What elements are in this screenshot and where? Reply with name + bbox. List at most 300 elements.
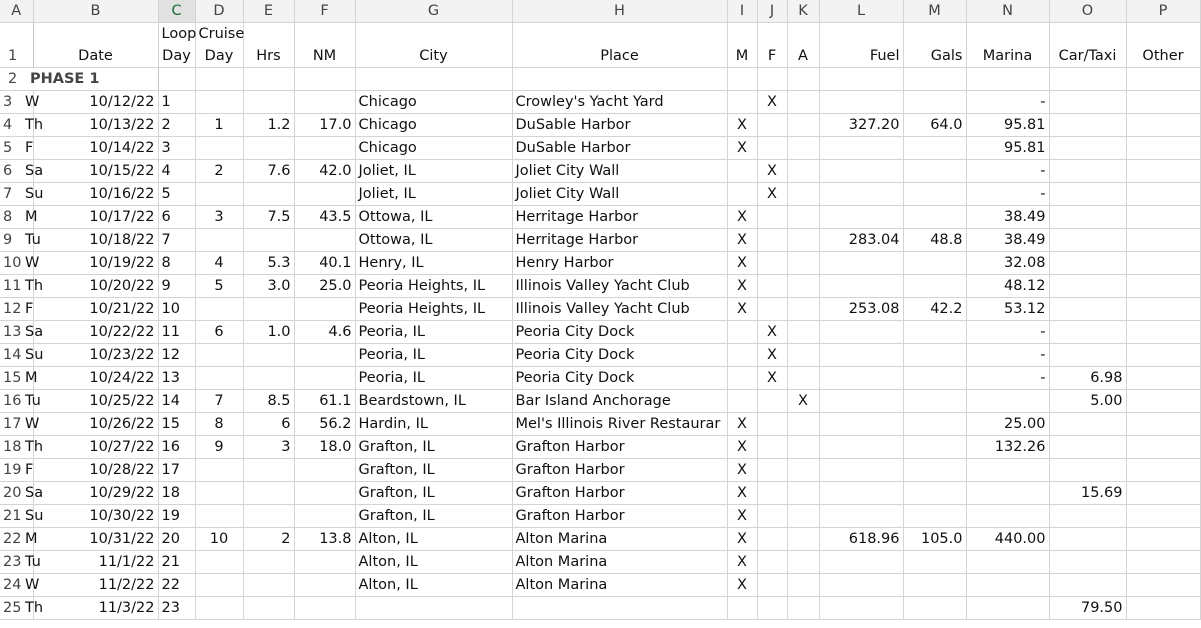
- cell-n[interactable]: -: [966, 91, 1049, 114]
- cell-i[interactable]: X: [727, 298, 757, 321]
- cell-b[interactable]: 10/21/22: [33, 298, 158, 321]
- cell-e[interactable]: 1.2: [243, 114, 294, 137]
- row-number[interactable]: 19: [3, 462, 22, 478]
- cell-g[interactable]: Peoria, IL: [355, 344, 512, 367]
- row-number[interactable]: 17: [3, 416, 22, 432]
- cell-k[interactable]: [787, 413, 819, 436]
- cell-b[interactable]: 11/1/22: [33, 551, 158, 574]
- cell-i[interactable]: X: [727, 206, 757, 229]
- cell-e[interactable]: 3: [243, 436, 294, 459]
- cell-c[interactable]: 3: [158, 137, 195, 160]
- cell-l[interactable]: [819, 91, 903, 114]
- cell-e[interactable]: [243, 482, 294, 505]
- column-header-n[interactable]: N: [966, 0, 1049, 23]
- cell-n[interactable]: [966, 482, 1049, 505]
- cell-p[interactable]: [1126, 344, 1200, 367]
- cell-h[interactable]: [512, 597, 727, 620]
- cell-header-g[interactable]: City: [355, 23, 512, 68]
- cell-p[interactable]: [1126, 459, 1200, 482]
- cell[interactable]: [787, 68, 819, 91]
- cell-d[interactable]: 8: [195, 413, 243, 436]
- cell-n[interactable]: 25.00: [966, 413, 1049, 436]
- cell-n[interactable]: -: [966, 160, 1049, 183]
- cell-n[interactable]: 95.81: [966, 137, 1049, 160]
- cell-o[interactable]: [1049, 574, 1126, 597]
- row-day-cell[interactable]: [0, 482, 44, 505]
- row-day-cell[interactable]: [0, 459, 33, 482]
- cell-c[interactable]: 12: [158, 344, 195, 367]
- cell-j[interactable]: [757, 206, 787, 229]
- row-day-cell[interactable]: [0, 275, 44, 298]
- row-number[interactable]: 12: [3, 301, 22, 317]
- cell-p[interactable]: [1126, 482, 1200, 505]
- cell-n[interactable]: -: [966, 367, 1049, 390]
- cell-e[interactable]: [243, 183, 294, 206]
- row-day-cell[interactable]: [0, 298, 33, 321]
- cell-b[interactable]: 10/31/22: [33, 528, 158, 551]
- row-day-cell[interactable]: [0, 229, 41, 252]
- cell-b[interactable]: 10/14/22: [33, 137, 158, 160]
- row-day-cell[interactable]: [0, 436, 44, 459]
- cell-j[interactable]: [757, 114, 787, 137]
- cell-h[interactable]: Bar Island Anchorage: [512, 390, 727, 413]
- row-number[interactable]: 18: [3, 439, 22, 455]
- cell-k[interactable]: [787, 91, 819, 114]
- cell-g[interactable]: Alton, IL: [355, 574, 512, 597]
- cell-i[interactable]: X: [727, 505, 757, 528]
- cell-j[interactable]: [757, 459, 787, 482]
- cell-l[interactable]: [819, 597, 903, 620]
- cell-n[interactable]: 95.81: [966, 114, 1049, 137]
- row-day-cell[interactable]: [0, 505, 44, 528]
- cell-i[interactable]: [727, 321, 757, 344]
- cell-o[interactable]: [1049, 459, 1126, 482]
- column-header-i[interactable]: I: [727, 0, 757, 23]
- row-day-cell[interactable]: [0, 413, 40, 436]
- cell-i[interactable]: X: [727, 459, 757, 482]
- cell-header-j[interactable]: F: [757, 23, 787, 68]
- cell-c[interactable]: 21: [158, 551, 195, 574]
- cell[interactable]: [158, 68, 195, 91]
- cell-j[interactable]: [757, 528, 787, 551]
- cell-e[interactable]: [243, 597, 294, 620]
- row-day-cell[interactable]: [0, 160, 44, 183]
- row-day-cell[interactable]: [0, 321, 44, 344]
- cell-b[interactable]: 10/19/22: [33, 252, 158, 275]
- cell-i[interactable]: [727, 160, 757, 183]
- column-header-m[interactable]: M: [903, 0, 966, 23]
- cell-e[interactable]: [243, 574, 294, 597]
- column-header-a[interactable]: A: [0, 0, 33, 23]
- cell-k[interactable]: X: [787, 390, 819, 413]
- column-header-e[interactable]: E: [243, 0, 294, 23]
- cell-o[interactable]: [1049, 91, 1126, 114]
- cell-f[interactable]: [294, 344, 355, 367]
- cell-p[interactable]: [1126, 114, 1200, 137]
- column-header-f[interactable]: F: [294, 0, 355, 23]
- cell-k[interactable]: [787, 252, 819, 275]
- column-header-k[interactable]: K: [787, 0, 819, 23]
- cell-b[interactable]: 10/20/22: [33, 275, 158, 298]
- cell-o[interactable]: [1049, 321, 1126, 344]
- cell-f[interactable]: [294, 183, 355, 206]
- cell-i[interactable]: X: [727, 275, 757, 298]
- cell-h[interactable]: Henry Harbor: [512, 252, 727, 275]
- cell-n[interactable]: [966, 390, 1049, 413]
- cell-e[interactable]: 7.5: [243, 206, 294, 229]
- cell-o[interactable]: [1049, 413, 1126, 436]
- cell-c[interactable]: 9: [158, 275, 195, 298]
- cell-j[interactable]: [757, 275, 787, 298]
- column-header-h[interactable]: H: [512, 0, 727, 23]
- row-day-cell[interactable]: [0, 597, 44, 620]
- cell-p[interactable]: [1126, 436, 1200, 459]
- cell-d[interactable]: 9: [195, 436, 243, 459]
- cell-k[interactable]: [787, 321, 819, 344]
- cell-o[interactable]: [1049, 275, 1126, 298]
- cell-p[interactable]: [1126, 321, 1200, 344]
- cell-c[interactable]: 23: [158, 597, 195, 620]
- cell-m[interactable]: [903, 436, 966, 459]
- column-header-j[interactable]: J: [757, 0, 787, 23]
- cell-i[interactable]: X: [727, 482, 757, 505]
- cell-n[interactable]: 48.12: [966, 275, 1049, 298]
- cell-e[interactable]: [243, 367, 294, 390]
- cell-o[interactable]: [1049, 137, 1126, 160]
- cell-f[interactable]: [294, 137, 355, 160]
- cell-f[interactable]: [294, 229, 355, 252]
- cell-p[interactable]: [1126, 137, 1200, 160]
- cell-c[interactable]: 7: [158, 229, 195, 252]
- cell-e[interactable]: [243, 344, 294, 367]
- row-number[interactable]: 22: [3, 531, 22, 547]
- row-number[interactable]: 14: [3, 347, 22, 363]
- cell-l[interactable]: [819, 551, 903, 574]
- cell-header-i[interactable]: M: [727, 23, 757, 68]
- row-number[interactable]: 15: [3, 370, 22, 386]
- cell-f[interactable]: [294, 551, 355, 574]
- cell-o[interactable]: [1049, 551, 1126, 574]
- row-day-cell[interactable]: [0, 390, 41, 413]
- cell-c[interactable]: 1: [158, 91, 195, 114]
- cell-o[interactable]: [1049, 229, 1126, 252]
- cell-header-d[interactable]: [195, 23, 243, 68]
- cell-f[interactable]: [294, 91, 355, 114]
- cell-d[interactable]: [195, 229, 243, 252]
- cell-c[interactable]: 5: [158, 183, 195, 206]
- cell-i[interactable]: X: [727, 137, 757, 160]
- cell-k[interactable]: [787, 275, 819, 298]
- cell-g[interactable]: Ottowa, IL: [355, 229, 512, 252]
- cell-l[interactable]: 253.08: [819, 298, 903, 321]
- row-number[interactable]: 5: [3, 140, 13, 156]
- cell-k[interactable]: [787, 574, 819, 597]
- cell-header-f[interactable]: NM: [294, 23, 355, 68]
- cell-j[interactable]: X: [757, 91, 787, 114]
- cell-f[interactable]: 61.1: [294, 390, 355, 413]
- cell-m[interactable]: [903, 183, 966, 206]
- cell-b[interactable]: 10/16/22: [33, 183, 158, 206]
- cell-g[interactable]: Ottowa, IL: [355, 206, 512, 229]
- cell-m[interactable]: [903, 574, 966, 597]
- cell[interactable]: [903, 68, 966, 91]
- cell-c[interactable]: 4: [158, 160, 195, 183]
- cell-b[interactable]: 10/30/22: [33, 505, 158, 528]
- cell-h[interactable]: Peoria City Dock: [512, 367, 727, 390]
- cell-e[interactable]: [243, 137, 294, 160]
- cell-p[interactable]: [1126, 298, 1200, 321]
- cell-b[interactable]: 11/2/22: [33, 574, 158, 597]
- cell-i[interactable]: X: [727, 551, 757, 574]
- cell-m[interactable]: [903, 505, 966, 528]
- cell-l[interactable]: [819, 206, 903, 229]
- cell-p[interactable]: [1126, 252, 1200, 275]
- cell[interactable]: [294, 68, 355, 91]
- cell[interactable]: [243, 68, 294, 91]
- cell-i[interactable]: X: [727, 574, 757, 597]
- cell-m[interactable]: [903, 137, 966, 160]
- cell-k[interactable]: [787, 298, 819, 321]
- cell-e[interactable]: [243, 298, 294, 321]
- cell-c[interactable]: 16: [158, 436, 195, 459]
- row-number[interactable]: 16: [3, 393, 22, 409]
- cell-b[interactable]: 10/24/22: [33, 367, 158, 390]
- cell-k[interactable]: [787, 114, 819, 137]
- cell-f[interactable]: [294, 459, 355, 482]
- cell-f[interactable]: 13.8: [294, 528, 355, 551]
- cell[interactable]: [512, 68, 727, 91]
- cell-header-o[interactable]: Car/Taxi: [1049, 23, 1126, 68]
- cell-c[interactable]: 11: [158, 321, 195, 344]
- cell-e[interactable]: 5.3: [243, 252, 294, 275]
- row-day-cell[interactable]: [0, 574, 40, 597]
- cell-g[interactable]: Alton, IL: [355, 551, 512, 574]
- cell-n[interactable]: 440.00: [966, 528, 1049, 551]
- cell-f[interactable]: [294, 482, 355, 505]
- cell-i[interactable]: X: [727, 114, 757, 137]
- cell-m[interactable]: 105.0: [903, 528, 966, 551]
- column-header-d[interactable]: D: [195, 0, 243, 23]
- cell-c[interactable]: 17: [158, 459, 195, 482]
- row-day-cell[interactable]: [0, 367, 38, 390]
- cell-k[interactable]: [787, 459, 819, 482]
- cell-f[interactable]: 40.1: [294, 252, 355, 275]
- cell-i[interactable]: X: [727, 528, 757, 551]
- cell-n[interactable]: 38.49: [966, 229, 1049, 252]
- cell-m[interactable]: [903, 252, 966, 275]
- cell[interactable]: [757, 68, 787, 91]
- cell-p[interactable]: [1126, 160, 1200, 183]
- cell-m[interactable]: [903, 597, 966, 620]
- cell-e[interactable]: 8.5: [243, 390, 294, 413]
- cell-c[interactable]: 20: [158, 528, 195, 551]
- row-day-cell[interactable]: [0, 551, 41, 574]
- cell-b[interactable]: 10/18/22: [33, 229, 158, 252]
- cell-g[interactable]: Peoria, IL: [355, 321, 512, 344]
- row-number[interactable]: 25: [3, 600, 22, 616]
- cell-k[interactable]: [787, 183, 819, 206]
- cell-o[interactable]: [1049, 114, 1126, 137]
- cell-b[interactable]: 10/28/22: [33, 459, 158, 482]
- cell-e[interactable]: 2: [243, 528, 294, 551]
- cell-j[interactable]: [757, 229, 787, 252]
- cell-l[interactable]: [819, 183, 903, 206]
- cell-d[interactable]: [195, 505, 243, 528]
- cell-k[interactable]: [787, 551, 819, 574]
- cell-header-p[interactable]: Other: [1126, 23, 1200, 68]
- cell-g[interactable]: Joliet, IL: [355, 183, 512, 206]
- row-number[interactable]: 20: [3, 485, 22, 501]
- cell-o[interactable]: [1049, 528, 1126, 551]
- cell-g[interactable]: Grafton, IL: [355, 436, 512, 459]
- cell-h[interactable]: Joliet City Wall: [512, 183, 727, 206]
- cell-b[interactable]: 10/22/22: [33, 321, 158, 344]
- cell-b[interactable]: 10/26/22: [33, 413, 158, 436]
- cell-n[interactable]: 132.26: [966, 436, 1049, 459]
- cell-l[interactable]: [819, 413, 903, 436]
- cell-e[interactable]: [243, 91, 294, 114]
- cell-j[interactable]: [757, 137, 787, 160]
- column-header-g[interactable]: G: [355, 0, 512, 23]
- cell-l[interactable]: [819, 137, 903, 160]
- cell-h[interactable]: Alton Marina: [512, 551, 727, 574]
- cell-g[interactable]: Peoria, IL: [355, 367, 512, 390]
- row-number[interactable]: 8: [3, 209, 13, 225]
- cell-g[interactable]: Beardstown, IL: [355, 390, 512, 413]
- cell-m[interactable]: 48.8: [903, 229, 966, 252]
- row-day-cell[interactable]: [0, 206, 38, 229]
- cell-i[interactable]: [727, 390, 757, 413]
- cell-f[interactable]: 17.0: [294, 114, 355, 137]
- cell-p[interactable]: [1126, 91, 1200, 114]
- cell-o[interactable]: [1049, 298, 1126, 321]
- cell-d[interactable]: 1: [195, 114, 243, 137]
- cell-o[interactable]: [1049, 160, 1126, 183]
- cell-b[interactable]: 10/17/22: [33, 206, 158, 229]
- cell-i[interactable]: X: [727, 436, 757, 459]
- cell-i[interactable]: [727, 367, 757, 390]
- cell[interactable]: [1049, 68, 1126, 91]
- cell-h[interactable]: Joliet City Wall: [512, 160, 727, 183]
- cell-p[interactable]: [1126, 574, 1200, 597]
- cell-d[interactable]: 3: [195, 206, 243, 229]
- cell-e[interactable]: 6: [243, 413, 294, 436]
- cell-d[interactable]: [195, 344, 243, 367]
- cell-f[interactable]: 43.5: [294, 206, 355, 229]
- cell-g[interactable]: Chicago: [355, 91, 512, 114]
- cell-d[interactable]: 7: [195, 390, 243, 413]
- column-header-l[interactable]: L: [819, 0, 903, 23]
- row-day-cell[interactable]: [0, 252, 40, 275]
- cell-i[interactable]: [727, 91, 757, 114]
- cell-g[interactable]: [355, 597, 512, 620]
- cell-f[interactable]: 18.0: [294, 436, 355, 459]
- cell-p[interactable]: [1126, 183, 1200, 206]
- cell-j[interactable]: [757, 482, 787, 505]
- cell-e[interactable]: [243, 551, 294, 574]
- cell-l[interactable]: [819, 436, 903, 459]
- cell-d[interactable]: 10: [195, 528, 243, 551]
- cell[interactable]: [966, 68, 1049, 91]
- cell-m[interactable]: [903, 551, 966, 574]
- row-number[interactable]: 11: [3, 278, 22, 294]
- cell-e[interactable]: [243, 505, 294, 528]
- column-header-p[interactable]: P: [1126, 0, 1200, 23]
- row-number[interactable]: 3: [3, 94, 13, 110]
- cell-f[interactable]: [294, 597, 355, 620]
- cell-m[interactable]: 42.2: [903, 298, 966, 321]
- cell-c[interactable]: 14: [158, 390, 195, 413]
- cell-c[interactable]: 2: [158, 114, 195, 137]
- cell-h[interactable]: Herritage Harbor: [512, 206, 727, 229]
- cell-l[interactable]: [819, 367, 903, 390]
- cell-k[interactable]: [787, 344, 819, 367]
- cell-n[interactable]: 32.08: [966, 252, 1049, 275]
- cell-f[interactable]: [294, 574, 355, 597]
- cell-p[interactable]: [1126, 413, 1200, 436]
- cell-h[interactable]: DuSable Harbor: [512, 137, 727, 160]
- cell-c[interactable]: 6: [158, 206, 195, 229]
- cell-o[interactable]: 79.50: [1049, 597, 1126, 620]
- row-number[interactable]: 1: [0, 23, 33, 68]
- column-header-b[interactable]: B: [33, 0, 158, 23]
- cell-j[interactable]: [757, 436, 787, 459]
- cell-k[interactable]: [787, 229, 819, 252]
- cell-l[interactable]: [819, 252, 903, 275]
- row-day-cell[interactable]: [0, 114, 44, 137]
- cell-i[interactable]: [727, 597, 757, 620]
- cell-g[interactable]: Joliet, IL: [355, 160, 512, 183]
- cell-j[interactable]: [757, 551, 787, 574]
- cell-l[interactable]: 327.20: [819, 114, 903, 137]
- cell-o[interactable]: [1049, 206, 1126, 229]
- cell-d[interactable]: [195, 459, 243, 482]
- cell-o[interactable]: 6.98: [1049, 367, 1126, 390]
- cell-e[interactable]: 1.0: [243, 321, 294, 344]
- cell-p[interactable]: [1126, 206, 1200, 229]
- cell-g[interactable]: Chicago: [355, 137, 512, 160]
- cell-p[interactable]: [1126, 367, 1200, 390]
- cell-header-e[interactable]: Hrs: [243, 23, 294, 68]
- cell-j[interactable]: [757, 505, 787, 528]
- cell-j[interactable]: [757, 413, 787, 436]
- cell-p[interactable]: [1126, 551, 1200, 574]
- row-number[interactable]: [0, 68, 158, 91]
- cell[interactable]: [1126, 68, 1200, 91]
- cell-j[interactable]: [757, 252, 787, 275]
- cell-b[interactable]: 10/23/22: [33, 344, 158, 367]
- cell-m[interactable]: [903, 206, 966, 229]
- cell-f[interactable]: [294, 298, 355, 321]
- cell-i[interactable]: X: [727, 229, 757, 252]
- cell-d[interactable]: [195, 91, 243, 114]
- cell-c[interactable]: 15: [158, 413, 195, 436]
- cell-g[interactable]: Hardin, IL: [355, 413, 512, 436]
- row-day-cell[interactable]: [0, 344, 44, 367]
- cell-k[interactable]: [787, 160, 819, 183]
- cell[interactable]: [819, 68, 903, 91]
- row-number[interactable]: 4: [3, 117, 13, 133]
- cell-e[interactable]: 3.0: [243, 275, 294, 298]
- cell-n[interactable]: 38.49: [966, 206, 1049, 229]
- cell-g[interactable]: Chicago: [355, 114, 512, 137]
- cell-m[interactable]: [903, 390, 966, 413]
- cell-g[interactable]: Peoria Heights, IL: [355, 275, 512, 298]
- cell-p[interactable]: [1126, 597, 1200, 620]
- cell-d[interactable]: [195, 482, 243, 505]
- cell-f[interactable]: 42.0: [294, 160, 355, 183]
- cell-c[interactable]: 10: [158, 298, 195, 321]
